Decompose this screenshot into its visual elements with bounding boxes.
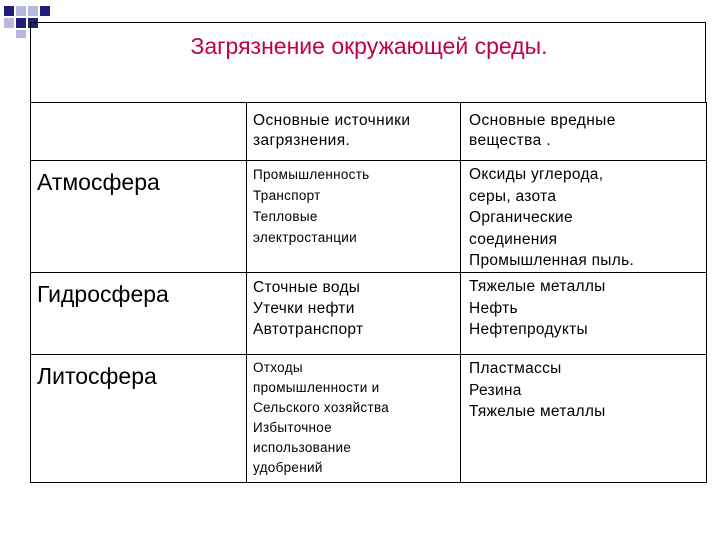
header-substances-line-2: вещества .: [469, 132, 552, 149]
header-cell-substances: [461, 103, 707, 161]
source-item: электростанции: [253, 230, 357, 245]
substance-item: Тяжелые металлы: [469, 278, 606, 295]
header-sources-line-1: Основные источники: [253, 112, 411, 129]
substance-item: Нефть: [469, 299, 518, 317]
substances-cell: [461, 161, 707, 273]
region-cell: [31, 161, 247, 273]
table-row: [31, 161, 707, 273]
source-item: промышленности и: [253, 380, 380, 395]
region-lithosphere: Литосфера: [37, 363, 157, 389]
substances-cell: [461, 273, 707, 355]
source-item: Промышленность: [253, 167, 370, 182]
source-item: удобрений: [253, 460, 323, 475]
source-item: Тепловые: [253, 209, 318, 224]
substance-item: Оксиды углерода,: [469, 166, 604, 183]
substance-item: Пластмассы: [469, 360, 562, 377]
pollution-table: [30, 102, 707, 483]
table-row: [31, 273, 707, 355]
source-item: Утечки нефти: [253, 300, 355, 317]
substance-item: Органические: [469, 209, 573, 226]
header-sources-line-2: загрязнения.: [253, 132, 351, 149]
source-item: Избыточное: [253, 420, 332, 435]
region-cell: [31, 273, 247, 355]
table-row: [31, 355, 707, 483]
header-substances-line-1: Основные вредные: [469, 112, 616, 129]
page-title: Загрязнение окружающей среды.: [190, 33, 548, 59]
substance-item: Промышленная пыль.: [469, 252, 635, 269]
header-cell-empty: [31, 103, 247, 161]
substances-cell: [461, 355, 707, 483]
source-item: Автотранспорт: [253, 321, 364, 338]
region-hydrosphere: Гидросфера: [37, 281, 169, 307]
substance-item: соединения: [469, 230, 558, 248]
sources-cell: [247, 355, 461, 483]
region-atmosphere: Атмосфера: [37, 169, 160, 195]
source-item: Сточные воды: [253, 279, 361, 296]
source-item: Отходы: [253, 360, 303, 375]
region-cell: [31, 355, 247, 483]
source-item: Сельского хозяйства: [253, 400, 390, 415]
sources-cell: [247, 161, 461, 273]
sources-cell: [247, 273, 461, 355]
source-item: Транспорт: [253, 188, 321, 203]
substance-item: Тяжелые металлы: [469, 403, 606, 420]
table-header-row: [31, 103, 707, 161]
substance-item: Резина: [469, 381, 522, 399]
title-box: [30, 22, 706, 102]
substance-item: Нефтепродукты: [469, 321, 588, 338]
substance-item: серы, азота: [469, 187, 557, 205]
source-item: использование: [253, 440, 352, 455]
header-cell-sources: [247, 103, 461, 161]
